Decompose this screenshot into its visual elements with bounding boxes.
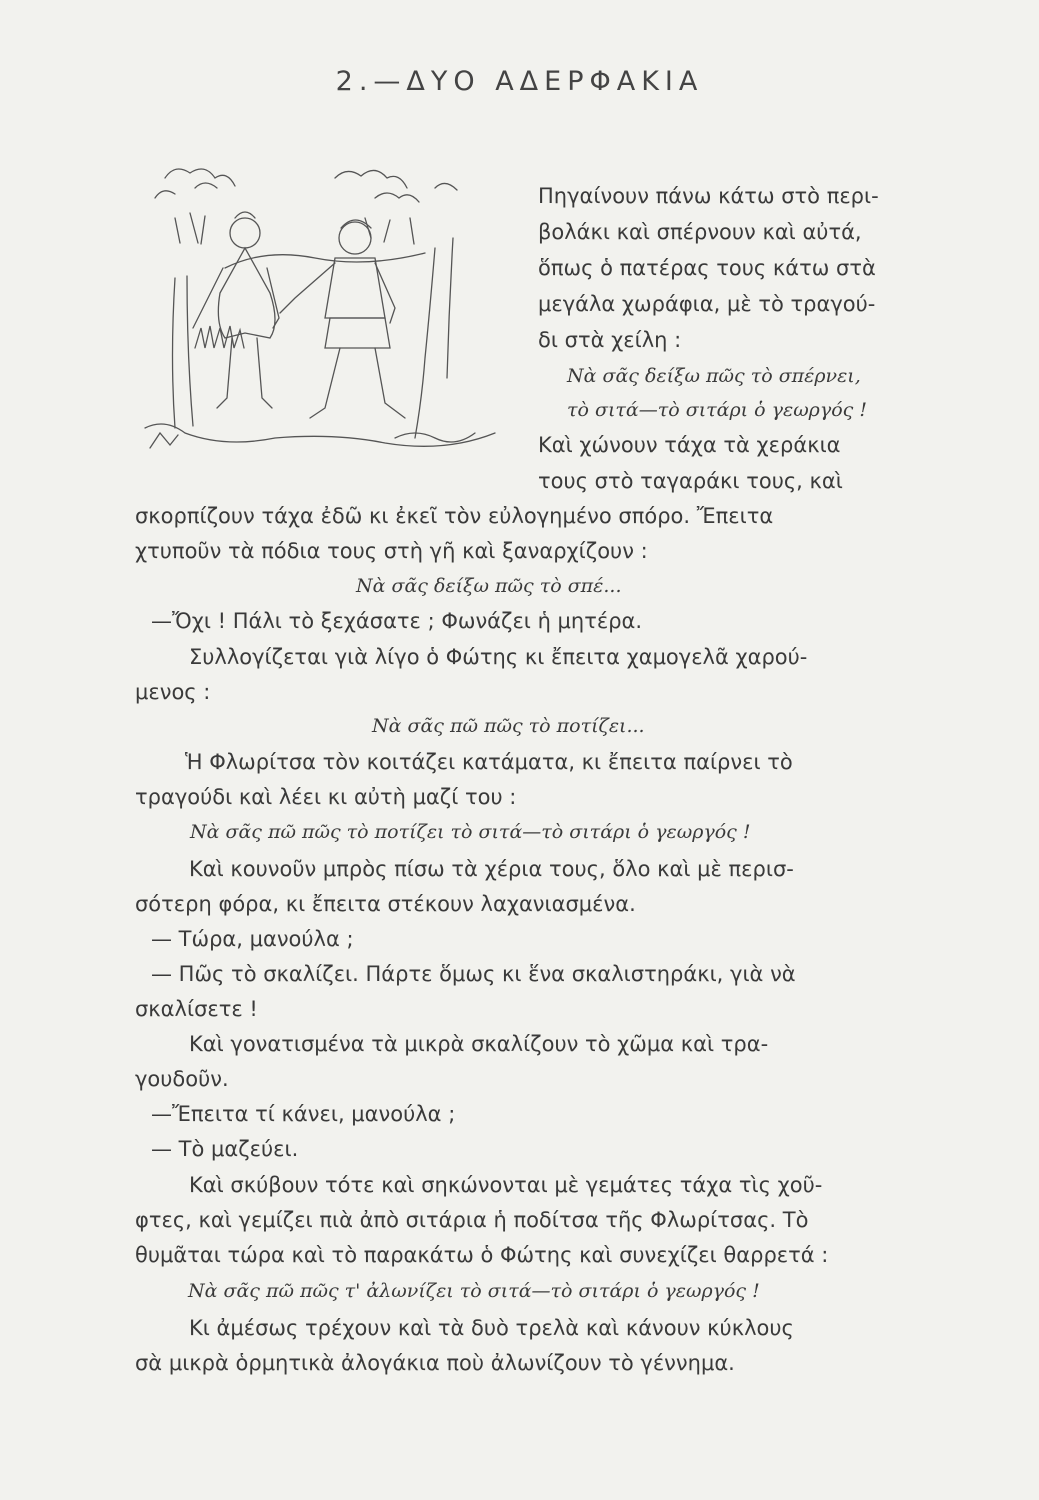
text-line: Συλλογίζεται γιὰ λίγο ὁ Φώτης κι ἔπειτα χαμογελᾶ χαρού- bbox=[189, 645, 808, 669]
verse-line: Νὰ σᾶς πῶ πῶς τὸ ποτίζει... bbox=[372, 715, 645, 737]
verse-line: Νὰ σᾶς δείξω πῶς τὸ σπέρνει, bbox=[567, 365, 861, 387]
text-line: σκαλίσετε ! bbox=[135, 997, 258, 1021]
text-line: φτες, καὶ γεμίζει πιὰ ἀπὸ σιτάρια ἡ ποδίτσα τῆς Φλωρίτσας. Τὸ bbox=[135, 1208, 809, 1232]
dialogue-line: — Τὸ μαζεύει. bbox=[151, 1137, 299, 1161]
text-line: βολάκι καὶ σπέρνουν καὶ αὐτά, bbox=[538, 220, 862, 244]
text-line: Καὶ χώνουν τάχα τὰ χεράκια bbox=[538, 433, 841, 457]
text-line: Κι ἀμέσως τρέχουν καὶ τὰ δυὸ τρελὰ καὶ κάνουν κύκλους bbox=[189, 1316, 794, 1340]
verse-line: Νὰ σᾶς δείξω πῶς τὸ σπέ... bbox=[356, 575, 622, 597]
text-line: δι στὰ χείλη : bbox=[538, 328, 682, 352]
dialogue-line: —Ἔπειτα τί κάνει, μανούλα ; bbox=[151, 1102, 456, 1126]
text-line: Πηγαίνουν πάνω κάτω στὸ περι- bbox=[538, 184, 879, 208]
verse-line: Νὰ σᾶς πῶ πῶς τ' ἀλωνίζει τὸ σιτά—τὸ σιτάρι ὁ γεωργός ! bbox=[188, 1280, 760, 1302]
text-line: ὅπως ὁ πατέρας τους κάτω στὰ bbox=[538, 256, 876, 280]
dialogue-line: — Πῶς τὸ σκαλίζει. Πάρτε ὅμως κι ἕνα σκαλιστηράκι, γιὰ νὰ bbox=[151, 962, 796, 986]
text-line: τους στὸ ταγαράκι τους, καὶ bbox=[538, 469, 843, 493]
text-line: γουδοῦν. bbox=[135, 1067, 229, 1091]
text-line: σὰ μικρὰ ὁρμητικὰ ἀλογάκια ποὺ ἀλωνίζουν τὸ γέννημα. bbox=[135, 1351, 735, 1375]
text-line: σκορπίζουν τάχα ἐδῶ κι ἐκεῖ τὸν εὐλογημένο σπόρο. Ἔπειτα bbox=[135, 504, 774, 528]
text-line: χτυποῦν τὰ πόδια τους στὴ γῆ καὶ ξαναρχίζουν : bbox=[135, 539, 648, 563]
dialogue-line: — Τώρα, μανούλα ; bbox=[151, 927, 354, 951]
dialogue-line: —Ὄχι ! Πάλι τὸ ξεχάσατε ; Φωνάζει ἡ μητέρα. bbox=[151, 609, 643, 633]
text-line: θυμᾶται τώρα καὶ τὸ παρακάτω ὁ Φώτης καὶ συνεχίζει θαρρετά : bbox=[135, 1243, 829, 1267]
page-title: 2.—ΔΥΟ ΑΔΕΡΦΑΚΙΑ bbox=[335, 66, 704, 97]
text-line: τραγούδι καὶ λέει κι αὐτὴ μαζί του : bbox=[135, 785, 517, 809]
text-line: Καὶ κουνοῦν μπρὸς πίσω τὰ χέρια τους, ὅλο καὶ μὲ περισ- bbox=[189, 857, 794, 881]
text-line: Ἡ Φλωρίτσα τὸν κοιτάζει κατάματα, κι ἔπειτα παίρνει τὸ bbox=[185, 750, 793, 774]
text-line: σότερη φόρα, κι ἔπειτα στέκουν λαχανιασμένα. bbox=[135, 892, 636, 916]
text-line: Καὶ σκύβουν τότε καὶ σηκώνονται μὲ γεμάτες τάχα τὶς χοῦ- bbox=[189, 1173, 823, 1197]
verse-line: Νὰ σᾶς πῶ πῶς τὸ ποτίζει τὸ σιτά—τὸ σιτάρι ὁ γεωργός ! bbox=[190, 821, 751, 843]
verse-line: τὸ σιτά—τὸ σιτάρι ὁ γεωργός ! bbox=[567, 399, 867, 421]
text-line: Καὶ γονατισμένα τὰ μικρὰ σκαλίζουν τὸ χῶμα καὶ τρα- bbox=[189, 1032, 769, 1056]
two-children-sowing-illustration-icon bbox=[135, 158, 505, 473]
text-line: μεγάλα χωράφια, μὲ τὸ τραγού- bbox=[538, 292, 876, 316]
text-line: μενος : bbox=[135, 680, 211, 704]
